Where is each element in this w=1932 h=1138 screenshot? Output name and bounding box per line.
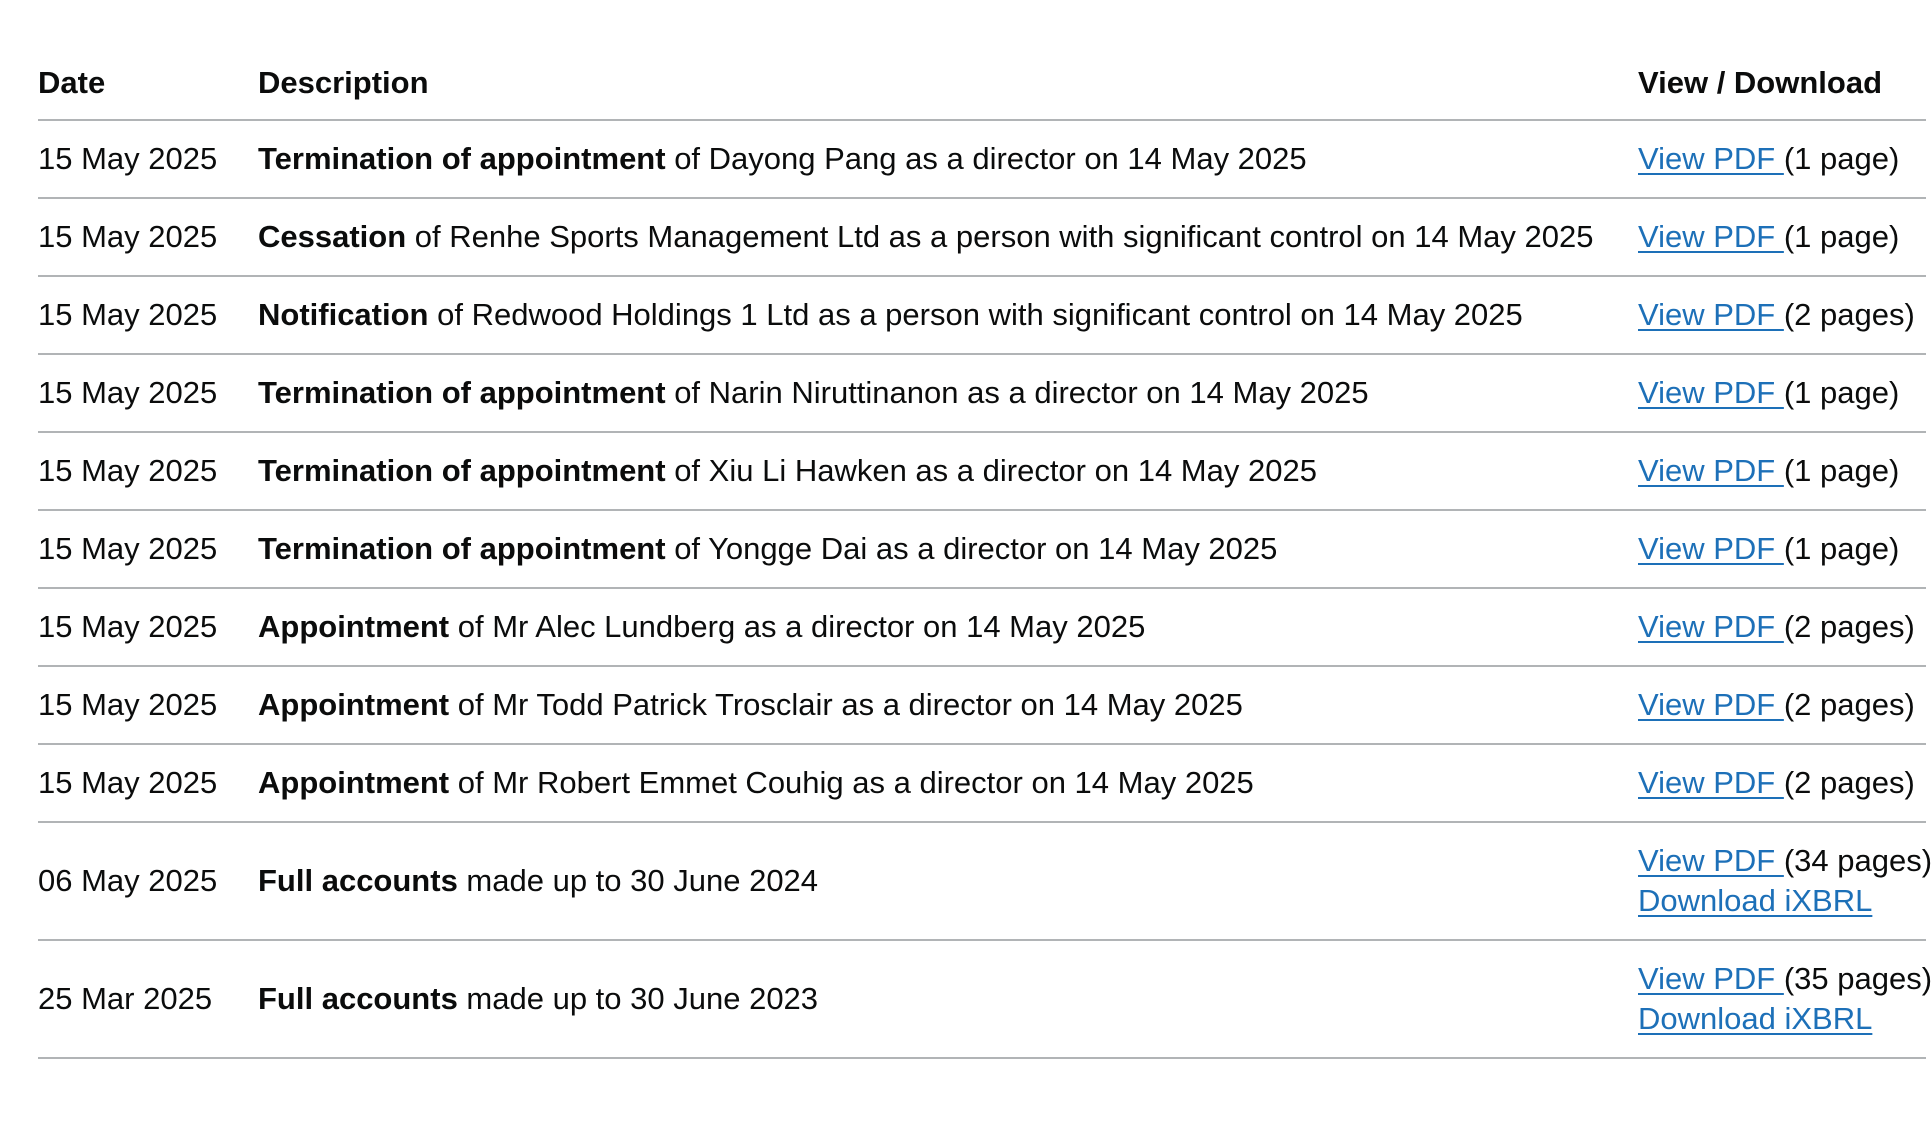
view-pdf-link[interactable]: View PDF <box>1638 609 1784 645</box>
filing-history-table <box>38 40 1932 1059</box>
filing-date: 15 May 2025 <box>38 198 258 276</box>
filing-details: of Renhe Sports Management Ltd as a person with significant control on 14 May 2025 <box>406 219 1594 255</box>
table-body <box>38 120 1932 1058</box>
view-pdf-link[interactable]: View PDF <box>1638 843 1784 879</box>
filing-date: 25 Mar 2025 <box>38 940 258 1058</box>
filing-details: of Mr Todd Patrick Trosclair as a director on 14 May 2025 <box>449 687 1243 723</box>
filing-description <box>258 666 1638 744</box>
filing-type: Termination of appointment <box>258 453 666 489</box>
filing-description <box>258 588 1638 666</box>
page-count: (2 pages) <box>1783 609 1915 645</box>
page-count: (34 pages) <box>1783 843 1932 879</box>
filing-date: 15 May 2025 <box>38 510 258 588</box>
filing-view-cell <box>1638 510 1926 588</box>
filing-date: 15 May 2025 <box>38 354 258 432</box>
filing-description <box>258 744 1638 822</box>
table-row <box>38 744 1926 822</box>
download-ixbrl-link[interactable]: Download iXBRL <box>1638 883 1873 919</box>
view-pdf-link[interactable]: View PDF <box>1638 687 1784 723</box>
filing-view-cell <box>1638 940 1932 1058</box>
filing-details: made up to 30 June 2024 <box>457 863 819 899</box>
table-row <box>38 588 1926 666</box>
page-count: (1 page) <box>1783 531 1900 567</box>
filing-view-cell <box>1638 666 1926 744</box>
filing-description <box>258 276 1638 354</box>
filing-description <box>258 354 1638 432</box>
filing-date: 15 May 2025 <box>38 588 258 666</box>
page-count: (35 pages) <box>1783 961 1932 997</box>
filing-type: Termination of appointment <box>258 531 666 567</box>
filing-date: 15 May 2025 <box>38 666 258 744</box>
view-download-column-header: View / Download <box>1638 40 1926 120</box>
filing-description <box>258 120 1638 198</box>
page-count: (1 page) <box>1783 375 1900 411</box>
filing-date: 15 May 2025 <box>38 120 258 198</box>
filing-details: of Narin Niruttinanon as a director on 14 May 2025 <box>665 375 1369 411</box>
filing-details: of Mr Robert Emmet Couhig as a director on 14 May 2025 <box>449 765 1254 801</box>
filing-view-cell <box>1638 822 1932 940</box>
filing-type: Appointment <box>258 687 450 723</box>
filing-details: of Redwood Holdings 1 Ltd as a person with significant control on 14 May 2025 <box>428 297 1523 333</box>
filing-details: of Xiu Li Hawken as a director on 14 May 2025 <box>665 453 1317 489</box>
filing-description <box>258 940 1638 1058</box>
table-row <box>38 198 1926 276</box>
filing-date: 15 May 2025 <box>38 276 258 354</box>
description-column-header: Description <box>258 40 1638 120</box>
table-row <box>38 666 1926 744</box>
filing-view-cell <box>1638 198 1926 276</box>
table-row <box>38 510 1926 588</box>
filing-date: 15 May 2025 <box>38 744 258 822</box>
download-ixbrl-link[interactable]: Download iXBRL <box>1638 1001 1873 1037</box>
filing-view-cell <box>1638 744 1926 822</box>
filing-date: 06 May 2025 <box>38 822 258 940</box>
filing-type: Termination of appointment <box>258 141 666 177</box>
filing-view-cell <box>1638 588 1926 666</box>
filing-view-cell <box>1638 120 1926 198</box>
table-row <box>38 120 1926 198</box>
filing-date: 15 May 2025 <box>38 432 258 510</box>
page-count: (2 pages) <box>1783 687 1915 723</box>
view-pdf-link[interactable]: View PDF <box>1638 219 1784 255</box>
filing-view-cell <box>1638 276 1926 354</box>
view-pdf-link[interactable]: View PDF <box>1638 961 1784 997</box>
filing-type: Appointment <box>258 609 450 645</box>
table-header-row <box>38 40 1926 120</box>
filing-type: Cessation <box>258 219 407 255</box>
filing-type: Termination of appointment <box>258 375 666 411</box>
filing-view-cell <box>1638 432 1926 510</box>
view-pdf-link[interactable]: View PDF <box>1638 453 1784 489</box>
table-row <box>38 822 1926 940</box>
filing-type: Full accounts <box>258 981 458 1017</box>
filing-type: Notification <box>258 297 429 333</box>
table-row <box>38 276 1926 354</box>
filing-type: Full accounts <box>258 863 458 899</box>
date-column-header: Date <box>38 40 258 120</box>
page-count: (1 page) <box>1783 219 1900 255</box>
filing-type: Appointment <box>258 765 450 801</box>
view-pdf-link[interactable]: View PDF <box>1638 765 1784 801</box>
filing-details: of Mr Alec Lundberg as a director on 14 May 2025 <box>449 609 1146 645</box>
filing-description <box>258 432 1638 510</box>
filing-details: of Yongge Dai as a director on 14 May 2025 <box>665 531 1278 567</box>
filing-details: made up to 30 June 2023 <box>457 981 819 1017</box>
view-pdf-link[interactable]: View PDF <box>1638 531 1784 567</box>
filing-description <box>258 510 1638 588</box>
filing-details: of Dayong Pang as a director on 14 May 2025 <box>665 141 1307 177</box>
filing-description <box>258 198 1638 276</box>
page-count: (1 page) <box>1783 141 1900 177</box>
table-row <box>38 354 1926 432</box>
page-count: (2 pages) <box>1783 297 1915 333</box>
filing-description <box>258 822 1638 940</box>
view-pdf-link[interactable]: View PDF <box>1638 297 1784 333</box>
view-pdf-link[interactable]: View PDF <box>1638 375 1784 411</box>
table-row <box>38 940 1926 1058</box>
page-count: (1 page) <box>1783 453 1900 489</box>
page-count: (2 pages) <box>1783 765 1915 801</box>
view-pdf-link[interactable]: View PDF <box>1638 141 1784 177</box>
filing-view-cell <box>1638 354 1926 432</box>
table-row <box>38 432 1926 510</box>
